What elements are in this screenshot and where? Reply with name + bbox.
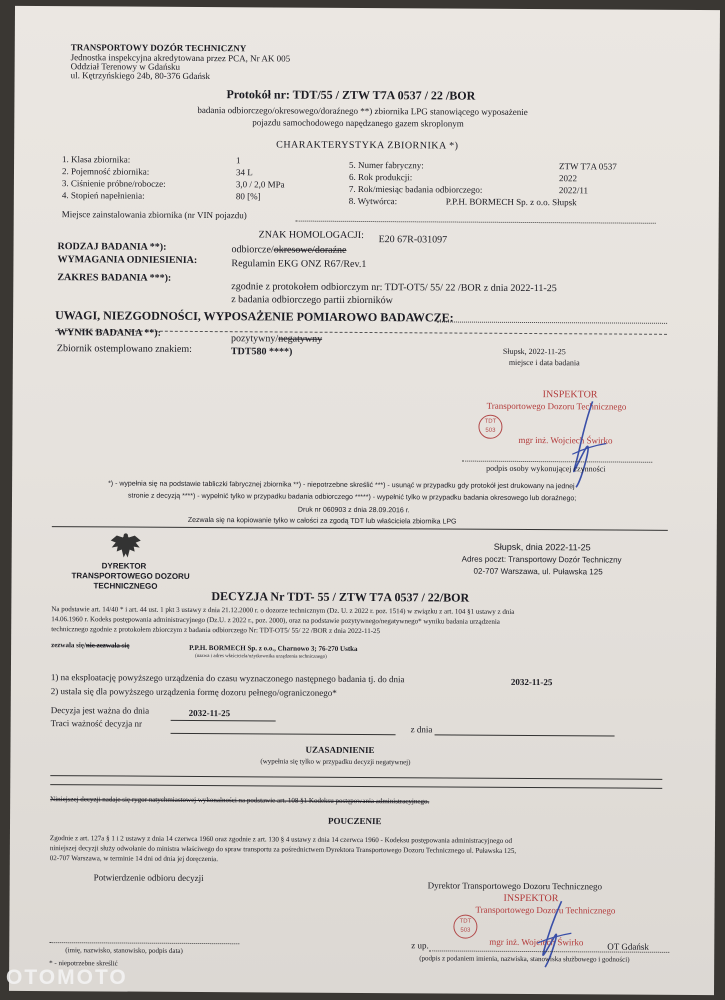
- receipt-line: [49, 942, 239, 944]
- pouczenie-para-1: Zgodnie z art. 127a § 1 i 2 ustawy z dnia 14 czerwca 1960 oraz zgodnie z art. 130 § 4 ustawy z dnia 14 czerwca 1960 - Kodeksu postępowania administracyjnego od: [49, 834, 513, 845]
- char-label-1: 1. Klasa zbiornika:: [62, 154, 131, 165]
- bottom-inspector-seal: TDT 503: [453, 915, 477, 939]
- signature-caption: podpis osoby wykonującej czynności: [486, 463, 606, 474]
- bottom-inspector-name: mgr inż. Wojciech Świrko: [489, 936, 584, 948]
- char-label-2: 2. Pojemność zbiornika:: [61, 166, 150, 177]
- uzasad-sub: (wypełnia się tylko w przypadku decyzji negatywnej): [260, 757, 411, 767]
- char-label-7: 7. Rok/miesiąc badania odbiorczego:: [348, 183, 483, 195]
- valid-label: Decyzja jest ważna do dnia: [50, 705, 150, 716]
- inspector-title: INSPEKTOR: [542, 389, 598, 401]
- bottom-inspector-title: INSPEKTOR: [503, 892, 559, 905]
- uzasad-title: UZASADNIENIE: [305, 744, 375, 756]
- zakres-value-2: z badania odbiorczego partii zbiorników: [231, 294, 393, 307]
- char-value-5: ZTW T7A 0537: [559, 161, 617, 172]
- wynik-value: pozytywny/negatywny: [230, 333, 323, 345]
- zup-label: z up.: [411, 940, 429, 951]
- rodzaj-value: odbiorcze/okresowe/doraźne: [231, 244, 347, 256]
- char-title: CHARAKTERYSTYKA ZBIORNIKA *): [276, 139, 459, 152]
- footnote-1: *) - wypełnia się na podstawie tabliczki fabrycznej zbiornika **) - niepotrzebne skreślić ***) - usunąć w przypadku gdy protokół jest drukowany na jednej: [108, 480, 575, 491]
- pouczenie-para-3: 02-707 Warszawa, w terminie 14 dni od dnia jej doręczenia.: [49, 854, 219, 864]
- header-line1: Jednostka inspekcyjna akredytowana przez PCA, Nr AK 005: [70, 52, 291, 64]
- char-label-8: 8. Wytwórca:: [348, 195, 398, 207]
- company-name: P.P.H. BORMECH Sp. z o.o., Charnowo 3; 76-270 Ustka: [189, 643, 358, 653]
- char-label-4: 4. Stopień napełnienia:: [61, 190, 145, 201]
- char-label-5: 5. Numer fabryczny:: [349, 159, 424, 171]
- char-value-7: 2022/11: [558, 185, 589, 196]
- char-value-2: 34 L: [235, 167, 253, 178]
- inspector-signature-icon: [552, 399, 613, 489]
- bottom-inspector-org: Transportowego Dozoru Technicznego: [475, 904, 616, 916]
- decision-item-1: 1) na eksploatację powyższego urządzenia do czasu wyznaczonego następnego badania tj. do dnia: [50, 672, 405, 685]
- zakres-value-1: zgodnie z protokołem odbiorczym nr: TDT-OT5/ 55/ 22 /BOR z dnia 2022-11-25: [231, 281, 557, 295]
- char-label-6: 6. Rok produkcji:: [348, 171, 413, 183]
- valid-value: 2032-11-25: [188, 707, 231, 719]
- footnote-4: Zezwala się na kopiowanie tylko w całości za zgodą TDT lub właściciela zbiornika LPG: [187, 516, 457, 526]
- valid-line: [171, 720, 276, 722]
- place-caption: miejsce i data badania: [508, 357, 580, 368]
- header-line3: ul. Kętrzyńskiego 24b, 80-376 Gdańsk: [70, 70, 211, 82]
- decision-para-1: Na podstawie art. 14/40 * i art. 44 ust. 1 pkt 3 ustawy z dnia 21.12.2000 r. o dozorze technicznym (Dz. U. z 2022 r. poz. 1514) w związku z art. 104 §1 ustawy z dnia: [51, 605, 515, 616]
- inspector-seal: TDT 503: [478, 415, 502, 439]
- protocol-sub1: badania odbiorczego/okresowego/doraźnego **) zbiornika LPG stanowiącego wyposażenie: [197, 104, 528, 117]
- wymag-value: Regulamin EKG ONZ R67/Rev.1: [231, 258, 367, 271]
- decision-item-1-date: 2032-11-25: [510, 676, 553, 688]
- char-value-6: 2022: [558, 173, 578, 184]
- uzasad-line-1: [50, 775, 662, 780]
- otomoto-watermark: OTOMOTO: [6, 966, 128, 989]
- stamp-value: TDT580 ****): [230, 346, 293, 358]
- footnote-2: stronie z decyzją ****) - wypełnić tylko w przypadku badania odbiorczego *****) - wypełnić tylko w przypadku badania okresowego lub doraźnego;: [128, 492, 577, 503]
- zezwala: zezwala się/nie zezwala się: [51, 641, 130, 650]
- address-line2: 02-707 Warszawa, ul. Puławska 125: [473, 566, 603, 577]
- zakres-label: ZAKRES BADANIA ***):: [57, 272, 172, 284]
- header-line2: Oddział Terenowy w Gdańsku: [70, 61, 181, 72]
- ot-label: OT Gdańsk: [607, 941, 649, 952]
- vin-line: [296, 221, 656, 224]
- uwagi-line: [437, 321, 667, 323]
- char-value-1: 1: [236, 155, 241, 166]
- rygor-text: Niniejszej decyzji nadaje się rygor natychmiastowej wykonalności na podstawie art. 108 §1 Kodeksu postępowania administracyjnego.: [50, 795, 430, 806]
- decision-para-2: 14.06.1960 r. Kodeks postępowania administracyjnego (Dz.U. z 2022 r., poz. 2000), oraz na podstawie pozytywnego/negatywnego* wyniku badania urządzenia: [51, 615, 500, 626]
- inspector-name: mgr inż. Wojciech Świrko: [518, 434, 613, 446]
- lose-date-label: z dnia: [410, 724, 433, 735]
- eagle-emblem-icon: [108, 530, 144, 560]
- char-value-4: 80 [%]: [235, 191, 261, 202]
- pouczenie-para-2: niniejszej decyzji służy odwołanie do ministra właściwego do spraw transportu za pośrednictwem Dyrektora Transportowego Dozoru Technicznego ul. Puławska 125,: [49, 844, 517, 855]
- receipt-caption: (imię, nazwisko, stanowisko, podpis data): [65, 946, 183, 955]
- rodzaj-label: RODZAJ BADANIA **):: [57, 241, 167, 253]
- char-value-3: 3,0 / 2,0 MPa: [235, 179, 285, 190]
- section-divider: [52, 526, 668, 531]
- protocol-sub2: pojazdu samochodowego napędzanego gazem skroplonym: [252, 117, 464, 129]
- address-date: Słupsk, dnia 2022-11-25: [493, 541, 591, 553]
- char-label-3: 3. Ciśnienie próbne/robocze:: [61, 178, 166, 189]
- homolog-value: E20 67R-031097: [378, 234, 448, 246]
- wynik-label: WYNIK BADANIA **):: [56, 327, 161, 339]
- vin-label: Miejsce zainstalowania zbiornika (nr VIN pojazdu): [61, 209, 247, 221]
- decision-item-2: 2) ustala się dla powyższego urządzenia formę dozoru pełnego/ograniczonego*: [50, 686, 337, 698]
- footnote-3: Druk nr 060903 z dnia 28.09.2016 r.: [297, 506, 410, 515]
- uwagi-label: UWAGI, NIEZGODNOŚCI, WYPOSAŻENIE POMIAROWO BADAWCZE:: [55, 308, 454, 325]
- protocol-title: Protokół nr: TDT/55 / ZTW T7A 0537 / 22 /BOR: [226, 87, 476, 103]
- document-sheet: [9, 6, 720, 995]
- director-line2: TRANSPORTOWEGO DOZORU: [71, 571, 190, 581]
- director-line1: DYREKTOR: [101, 561, 147, 571]
- lose-date-line: [435, 734, 615, 736]
- place-date: Słupsk, 2022-11-25: [502, 346, 566, 357]
- inspector-org: Transportowego Dozoru Technicznego: [486, 400, 627, 412]
- decision-title: DECYZJA Nr TDT- 55 / ZTW T7A 0537 / 22/BOR: [211, 589, 470, 605]
- director-line3: TECHNICZNEGO: [93, 581, 158, 591]
- director-sign-label: Dyrektor Transportowego Dozoru Technicznego: [427, 880, 603, 892]
- confirm-label: Potwierdzenie odbioru decyzji: [93, 872, 204, 884]
- address-line1: Adres poczt: Transportowy Dozór Techniczny: [461, 554, 622, 565]
- homolog-label: ZNAK HOMOLOGACJI:: [258, 229, 364, 241]
- lose-line: [171, 733, 396, 735]
- char-value-8: P.P.H. BORMECH Sp. z o.o. Słupsk: [445, 196, 577, 208]
- lose-label: Traci ważność decyzja nr: [50, 718, 143, 729]
- uzasad-line-2: [50, 784, 662, 789]
- stamp-label: Zbiornik ostemplowano znakiem:: [56, 343, 192, 355]
- decision-para-3: technicznego zgodnie z protokołem zbiorczym z badania odbiorczego Nr: TDT-OT5/ 55/ 22 /BOR z dnia 2022-11-25: [51, 625, 381, 636]
- wymag-label: WYMAGANIA ODNIESIENIA:: [57, 254, 198, 266]
- pouczenie-title: POUCZENIE: [328, 815, 382, 827]
- company-caption: (nazwa i adres właściciela/użytkownika urządzenia technicznego): [195, 653, 327, 660]
- footnote-strike: * - niepotrzebne skreślić: [49, 959, 118, 968]
- sign-caption: (podpis z podaniem imienia, nazwiska, stanowiska służbowego i godności): [419, 954, 630, 964]
- header-org: TRANSPORTOWY DOZÓR TECHNICZNY: [70, 42, 247, 54]
